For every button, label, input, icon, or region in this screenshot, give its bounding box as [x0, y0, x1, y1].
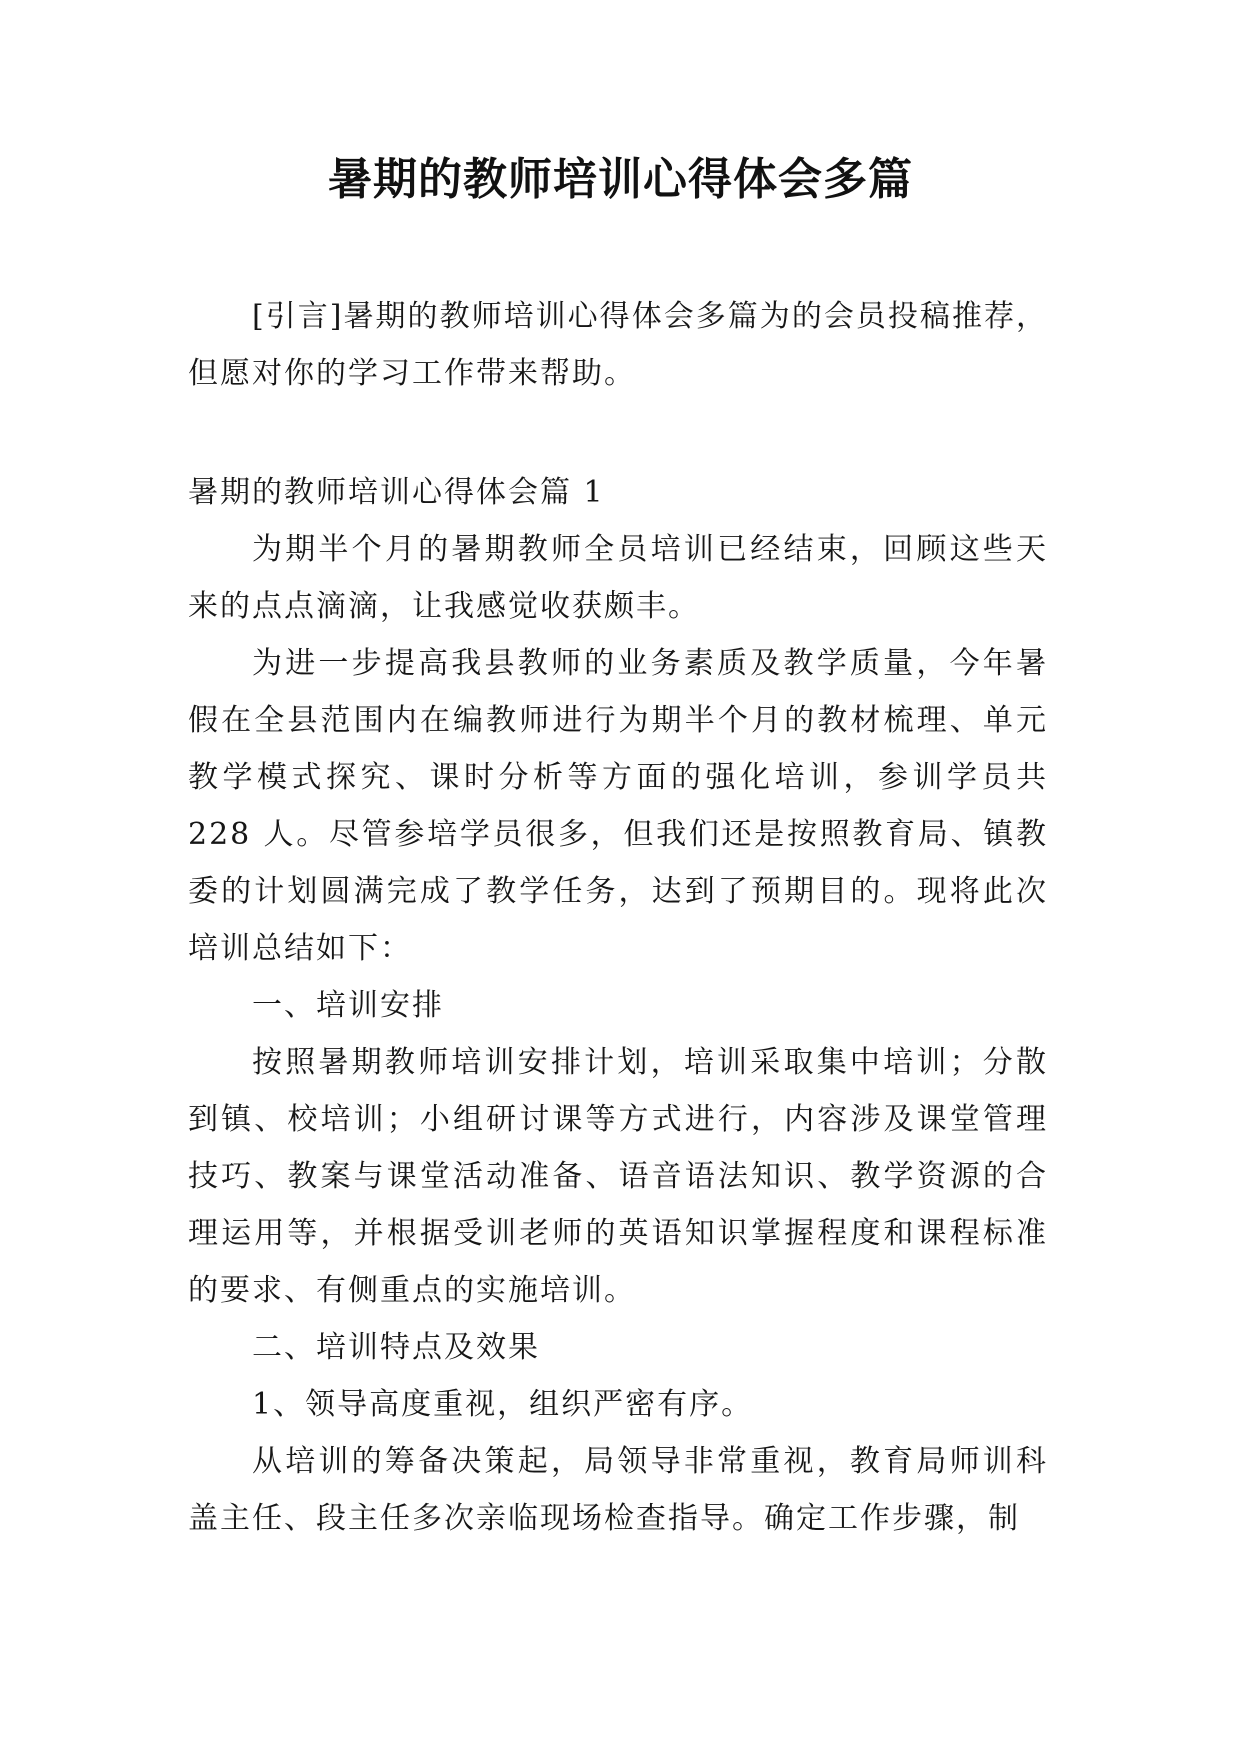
intro-paragraph: [引言]暑期的教师培训心得体会多篇为的会员投稿推荐，但愿对你的学习工作带来帮助。 [188, 299, 1048, 391]
numbered-point: 1、领导高度重视，组织严密有序。 [252, 1387, 754, 1422]
subheading-training-features: 二、培训特点及效果 [252, 1330, 540, 1365]
paragraph-gap [188, 402, 1048, 464]
subheading-training-arrangement: 一、培训安排 [252, 988, 444, 1023]
body-paragraph: 从培训的筹备决策起，局领导非常重视，教育局师训科盖主任、段主任多次亲临现场检查指导。确定工作步骤，制 [188, 1444, 1048, 1536]
body-paragraph: 为进一步提高我县教师的业务素质及教学质量，今年暑假在全县范围内在编教师进行为期半个月的教材梳理、单元教学模式探究、课时分析等方面的强化培训，参训学员共 228 人。尽管参培学员很多，但我们还是按照教育局、镇教委的计划圆满完成了教学任务，达到了预期目的。现将此次培训总结如下： [188, 646, 1048, 966]
body-paragraph: 为期半个月的暑期教师全员培训已经结束，回顾这些天来的点点滴滴，让我感觉收获颇丰。 [188, 532, 1048, 624]
body-paragraph: 按照暑期教师培训安排计划，培训采取集中培训；分散到镇、校培训；小组研讨课等方式进行，内容涉及课堂管理技巧、教案与课堂活动准备、语音语法知识、教学资源的合理运用等，并根据受训老师的英语知识掌握程度和课程标准的要求、有侧重点的实施培训。 [188, 1045, 1048, 1308]
document-body [188, 288, 1048, 1547]
document-title: 暑期的教师培训心得体会多篇 [328, 154, 913, 205]
section-heading: 暑期的教师培训心得体会篇 1 [188, 475, 605, 510]
